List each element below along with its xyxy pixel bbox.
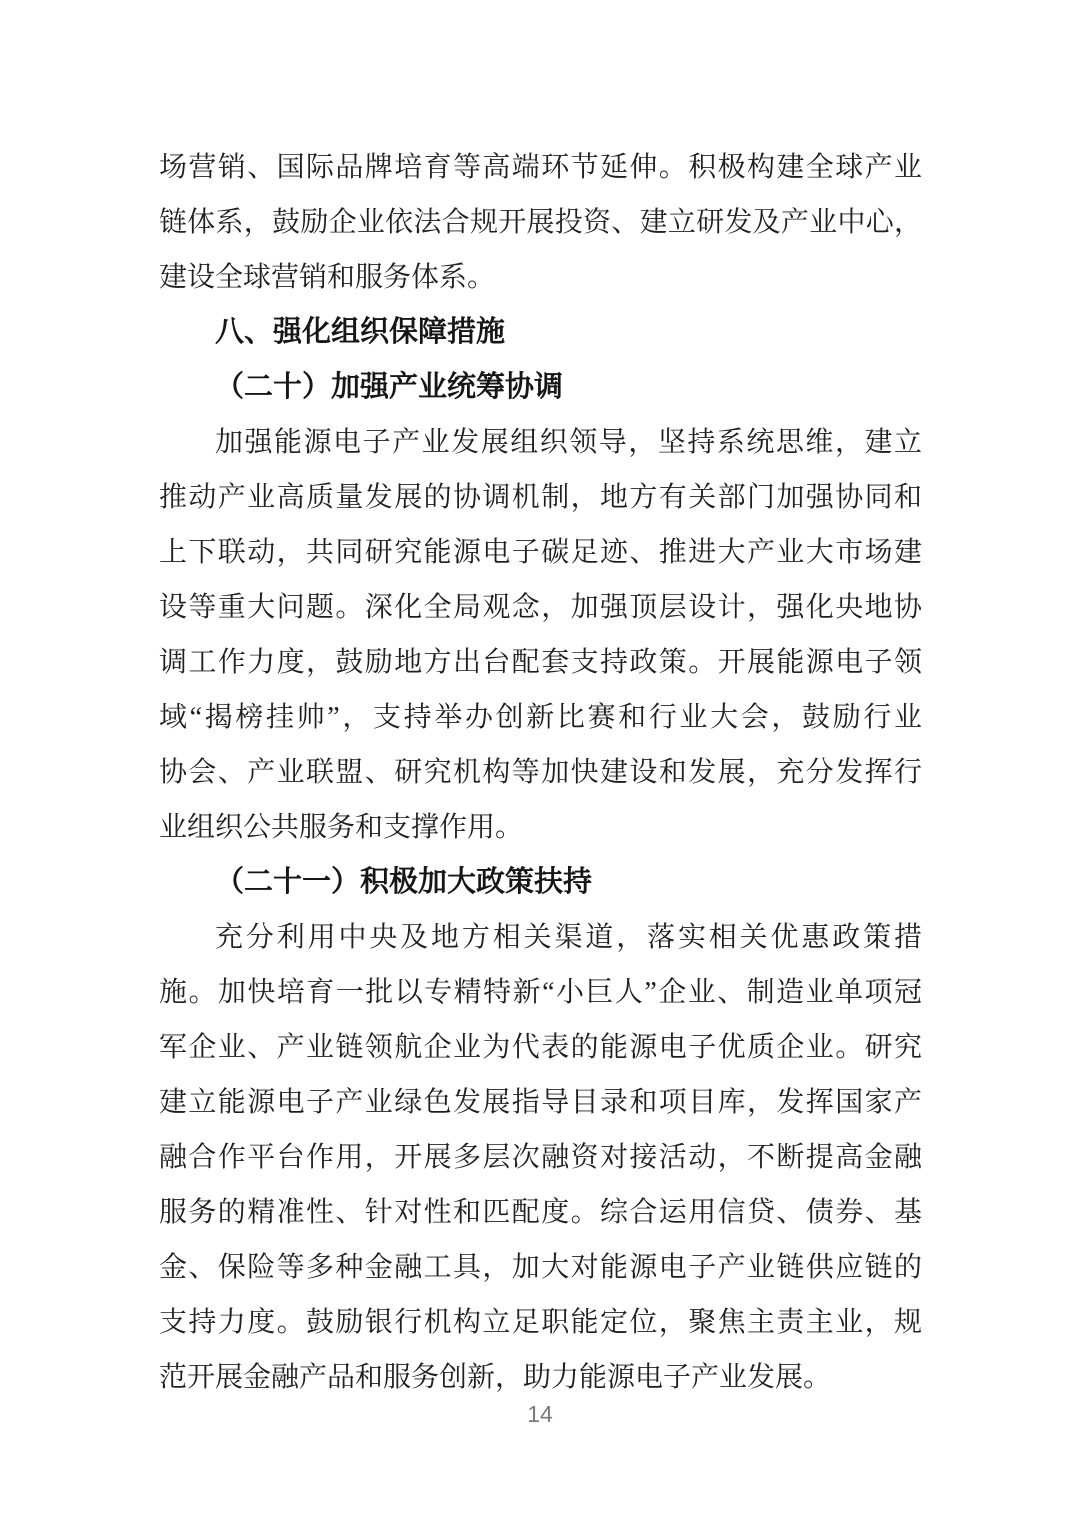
text-line: 调工作力度，鼓励地方出台配套支持政策。开展能源电子领 [159,647,922,678]
text-line: 协会、产业联盟、研究机构等加快建设和发展，充分发挥行 [159,757,922,788]
section-heading: 八、强化组织保障措施 [215,316,506,348]
text-line: 军企业、产业链领航企业为代表的能源电子优质企业。研究 [159,1032,922,1063]
text-line: 范开展金融产品和服务创新，助力能源电子产业发展。 [159,1362,832,1393]
document-body [159,140,922,1405]
subsection-heading: （二十一）积极加大政策扶持 [215,866,593,898]
text-line: 融合作平台作用，开展多层次融资对接活动，不断提高金融 [159,1142,922,1173]
text-line: 加强能源电子产业发展组织领导，坚持系统思维，建立 [215,427,922,458]
text-line: 充分利用中央及地方相关渠道，落实相关优惠政策措 [215,922,922,953]
text-line: 域“揭榜挂帅”，支持举办创新比赛和行业大会，鼓励行业 [159,702,922,733]
text-line: 链体系，鼓励企业依法合规开展投资、建立研发及产业中心， [159,207,922,238]
text-line: 施。加快培育一批以专精特新“小巨人”企业、制造业单项冠 [159,977,922,1008]
text-line: 设等重大问题。深化全局观念，加强顶层设计，强化央地协 [159,592,922,623]
subsection-heading: （二十）加强产业统筹协调 [215,371,564,403]
text-line: 服务的精准性、针对性和匹配度。综合运用信贷、债券、基 [159,1197,922,1228]
text-line: 业组织公共服务和支撑作用。 [159,812,524,843]
text-line: 上下联动，共同研究能源电子碳足迹、推进大产业大市场建 [159,537,922,568]
text-line: 场营销、国际品牌培育等高端环节延伸。积极构建全球产业 [159,152,922,183]
text-line: 金、保险等多种金融工具，加大对能源电子产业链供应链的 [159,1252,922,1283]
text-line: 推动产业高质量发展的协调机制，地方有关部门加强协同和 [159,482,922,513]
text-line: 支持力度。鼓励银行机构立足职能定位，聚焦主责主业，规 [159,1307,922,1338]
text-line: 建立能源电子产业绿色发展指导目录和项目库，发挥国家产 [159,1087,922,1118]
text-line: 建设全球营销和服务体系。 [159,262,496,293]
page-number: 14 [527,1401,553,1427]
